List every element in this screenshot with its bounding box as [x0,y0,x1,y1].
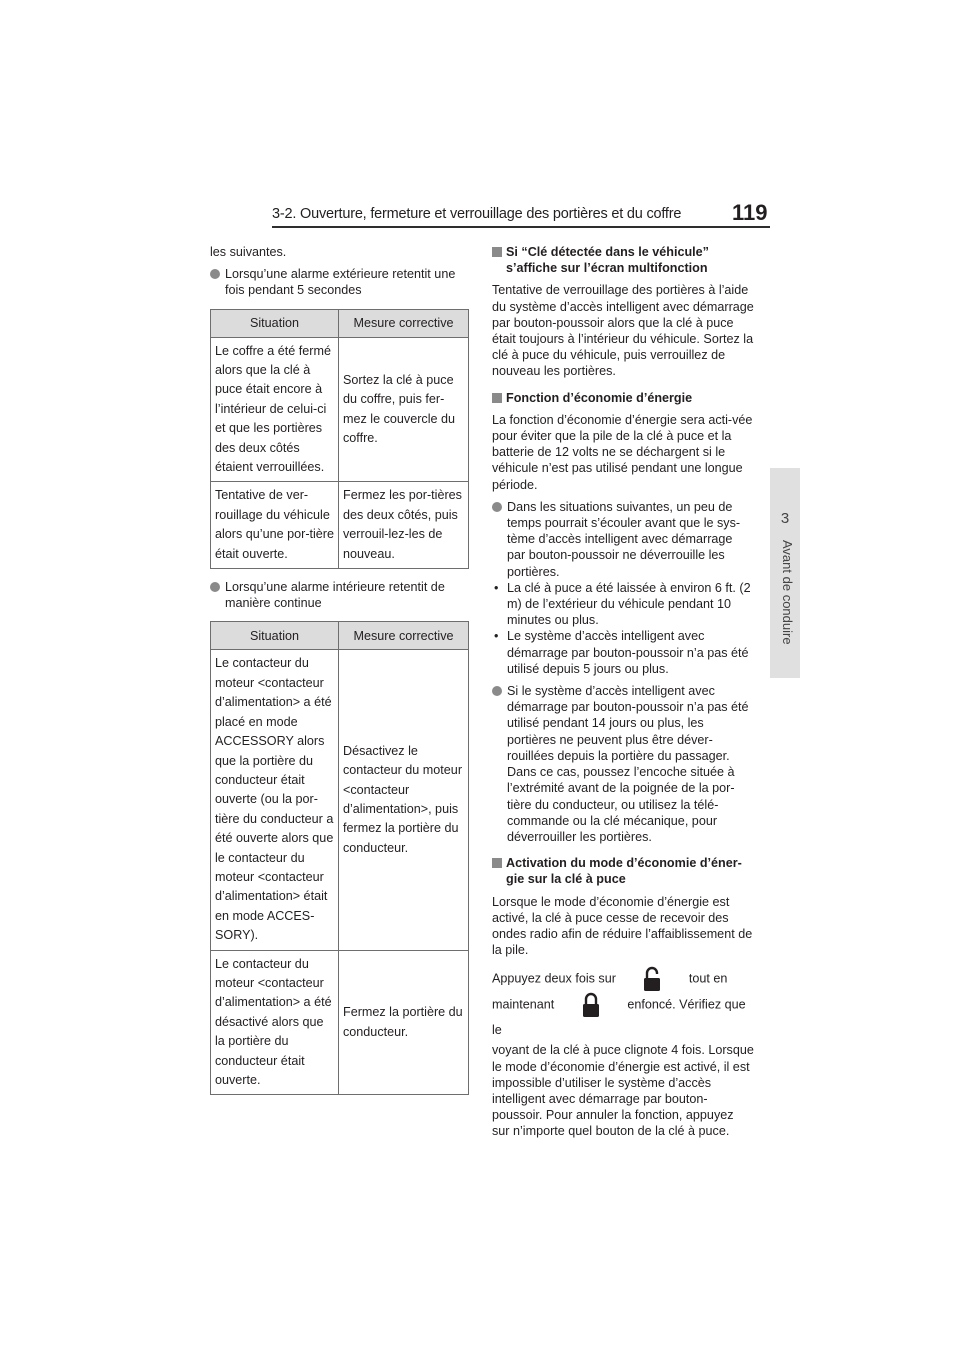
bullet-interior-alarm [210,579,472,611]
subheading-text: Fonction d’économie d’énergie [506,390,693,405]
table-cell-corrective: Fermez les por-tières des deux côtés, puis verrouil-lez-les de nouveau. [339,482,469,569]
table-row [211,337,469,482]
lock-icon [580,992,602,1018]
right-column [492,244,754,1140]
dash-marker: • [494,580,499,595]
intro-text: les suivantes. [210,245,287,259]
bullet-delay [492,499,754,580]
instruction-rest: voyant de la clé à puce clignote 4 fois. Lorsque le mode d’économie d’énergie est activé, il est impossible d’utiliser le système d’accès intelligent avec démarrage par bouton-poussoir. Pour annuler la fonction, appuyez sur n’importe quel bouton de la clé à puce. [492,1043,754,1139]
bullet-text: Si le système d’accès intelligent avec démarrage par bouton-poussoir n’a pas été utilisé pendant 14 jours ou plus, les portières ne peuvent plus être déver-rouillées depuis la portière du passager. Dans ce cas, poussez l’encoche située à l’extrémité avant de la poignée de la por-tière du conducteur, ou utilisez la télé-commande ou la clé mécanique, pour déverrouiller les portières. [507,684,749,844]
chapter-tab-number: 3 [780,510,790,527]
table-cell-corrective: Sortez la clé à puce du coffre, puis fer-mez le couvercle du coffre. [339,337,469,482]
chapter-tab-label-wrap [779,540,795,670]
subheading-activation [492,855,754,887]
instruction-pressed-text: enfoncé. Vérifiez que le [492,997,746,1038]
table-cell-situation: Le contacteur du moteur <contacteur d’alimentation> a été placé en mode ACCESSORY alors que la portière du conducteur était ouverte (ou la por-tière du conducteur a été ouverte alors que le contacteur du moteur <contacteur d’alimentation> était en mode ACCES-SORY). [211,650,339,950]
bullet-text: Lorsqu’une alarme extérieure retentit une fois pendant 5 secondes [225,267,456,298]
table-cell-corrective: Fermez la portière du conducteur. [339,950,469,1095]
paragraph-energy-saving: La fonction d’économie d’énergie sera acti-vée pour éviter que la pile de la clé à puce et la batterie de 12 volts ne se déchargent si le véhicule n’est pas utilisé pendant une longue période. [492,412,753,492]
table-cell-situation: Tentative de ver-rouillage du véhicule alors qu’une por-tière était ouverte. [211,482,339,569]
section-title: 3-2. Ouverture, fermeture et verrouillage des portières et du coffre [272,206,682,222]
square-marker [492,247,502,257]
table-header-corrective: Mesure corrective [339,622,469,650]
subheading-text: Si “Clé détectée dans le véhicule” s’affiche sur l’écran multifonction [506,245,709,276]
left-column [210,244,472,1105]
paragraph-key-detected: Tentative de verrouillage des portières à l’aide du système d’accès intelligent avec démarrage par bouton-poussoir alors que la clé à puce était toujours à l’intérieur du véhicule. Sortez la clé à puce du véhicule, puis verrouillez de nouveau les portières. [492,283,754,379]
instruction-press-text: Appuyez deux fois sur [492,971,616,986]
page-number: 119 [732,200,768,225]
bullet-dot [492,502,502,512]
chapter-tab-label: Avant de conduire [780,540,795,645]
bullet-text: Lorsqu’une alarme intérieure retentit de manière continue [225,580,445,611]
table-exterior-alarm [210,309,469,569]
dash-item [492,628,754,677]
table-row [211,950,469,1095]
table-row [211,650,469,950]
header-rule [272,226,770,228]
bullet-text: Dans les situations suivantes, un peu de temps pourrait s’écouler avant que le sys-tème d’accès intelligent avec démarrage par bouton-poussoir ne déverrouille les portières. [507,499,741,579]
dash-item [492,580,754,629]
table-cell-corrective: Désactivez le contacteur du moteur <contacteur d’alimentation>, puis fermez la portière du conducteur. [339,650,469,950]
table-interior-alarm [210,621,469,1095]
subheading-energy-saving [492,390,754,406]
table-header-situation: Situation [211,309,339,337]
table-row [211,482,469,569]
unlock-icon [641,966,663,992]
bullet-14-days [492,683,754,845]
instruction-hold-text: maintenant [492,997,555,1012]
square-marker [492,393,502,403]
table-cell-situation: Le coffre a été fermé alors que la clé à puce était encore à l’intérieur de celui-ci et que les portières des deux côtés étaient verrouillées. [211,337,339,482]
paragraph-activation: Lorsque le mode d’économie d’énergie est activé, la clé à puce cesse de recevoir des ondes radio afin de réduire l’affaiblissement de la pile. [492,894,753,958]
subheading-text: Activation du mode d’économie d’éner-gie sur la clé à puce [506,856,742,887]
dash-marker: • [494,629,499,644]
table-header-situation: Situation [211,622,339,650]
dash-text: La clé à puce a été laissée à environ 6 ft. (2 m) de l’extérieur du véhicule pendant 10 minutes ou plus. [507,580,751,628]
table-cell-situation: Le contacteur du moteur <contacteur d’alimentation> a été désactivé alors que la portière du conducteur était ouverte. [211,950,339,1095]
square-marker [492,858,502,868]
table-header-corrective: Mesure corrective [339,309,469,337]
instruction-while-text: tout en [688,971,728,986]
subheading-key-detected [492,244,754,276]
instruction-line-2 [492,992,754,1042]
bullet-exterior-alarm [210,266,472,298]
bullet-dot [210,582,220,592]
bullet-dot [210,269,220,279]
instruction-line-1 [492,966,754,992]
dash-text: Le système d’accès intelligent avec démarrage par bouton-poussoir n’a pas été utilisé depuis 5 jours ou plus. [507,629,749,676]
bullet-dot [492,686,502,696]
